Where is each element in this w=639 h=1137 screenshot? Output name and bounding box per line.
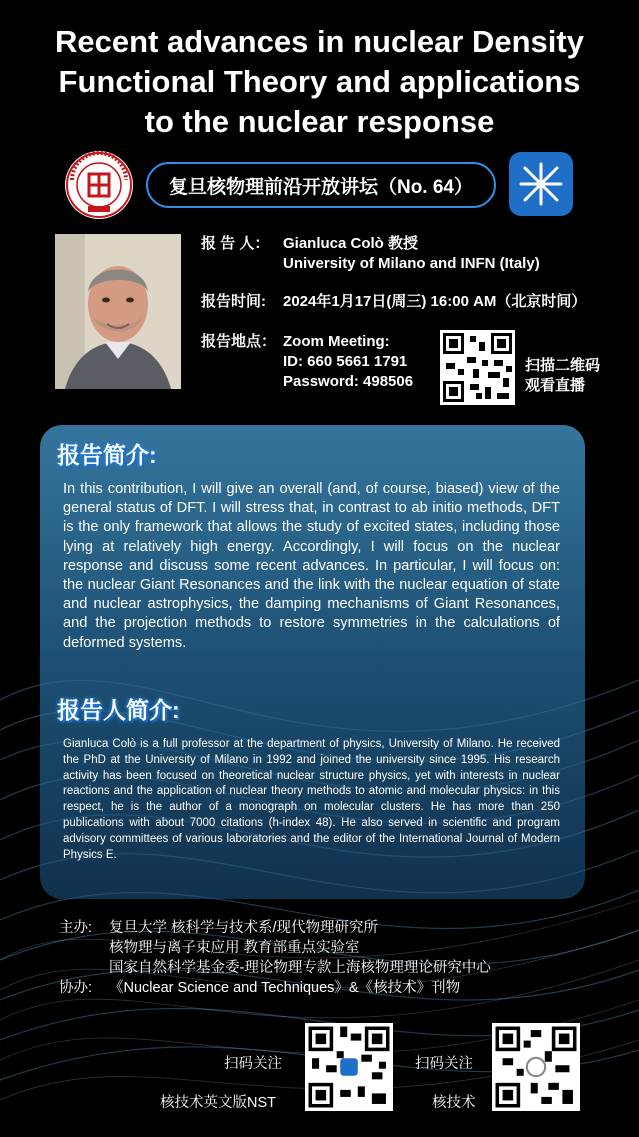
title-line-2: Functional Theory and applications — [58, 64, 581, 99]
host-1: 复旦大学 核科学与技术系/现代物理研究所 — [109, 920, 379, 936]
scan-live-line-1: 扫描二维码 — [525, 357, 601, 374]
bio-heading: 报告人简介: — [57, 697, 180, 723]
time-row — [201, 292, 586, 312]
co-organizer-1: 《Nuclear Science and Techniques》&《核技术》刊物 — [109, 980, 461, 996]
abstract-text: In this contribution, I will give an overall (and, of course, biased) view of the general status of DFT. I will stress that, in contrast to ab initio methods, DFT is the only framework that allows the study of excited states, including those lying at relatively high energy. Accordingly, I will focus on the nuclear response and discuss some recent advances. In particular, I will focus on: the nuclear Giant Resonances and the link with the nuclear equation of state and nuclear astrophysics, the damping mechanisms of Giant Resonances, and the projection methods to restore symmetries in the calculations of deformed systems. — [63, 481, 560, 651]
host-2: 核物理与离子束应用 教育部重点实验室 — [109, 940, 360, 956]
hjs-wechat-qr-code[interactable] — [492, 1023, 580, 1111]
co-organizer-row — [59, 979, 460, 998]
qr-hjs-scan-label: 扫码关注 — [415, 1056, 473, 1072]
host-3: 国家自然科学基金委-理论物理专款上海核物理理论研究中心 — [109, 960, 491, 976]
title-line-3: to the nuclear response — [144, 104, 495, 139]
speaker-affiliation: University of Milano and INFN (Italy) — [283, 255, 540, 272]
qr-nst-scan-label: 扫码关注 — [224, 1056, 282, 1072]
bio-text: Gianluca Colò is a full professor at the department of physics, University of Milano. He received the PhD at the University of Milano in 1992 and joined the university since 1995. His research activity has been focused on theoretical nuclear structure physics, yet with interests in nuclear reactions and the application of nuclear theory methods to atomic and molecular physics: in this respect, he is the author of a monograph on molecular clusters. He has more than 250 publications with about 7000 citations (h-index 48). He also served in scientific and program advisory committees of various laboratories and the editor of the International Journal of Modern Physics E. — [63, 738, 560, 861]
co-organizer-label: 协办: — [59, 980, 93, 996]
time-label: 报告时间: — [201, 293, 266, 310]
location-label: 报告地点： — [201, 333, 277, 350]
speaker-photo — [55, 234, 181, 389]
host-row-3 — [59, 959, 491, 978]
speaker-row — [201, 234, 540, 274]
abstract-heading: 报告简介: — [57, 442, 157, 468]
talk-title — [0, 22, 639, 142]
qr-nst-name: 核技术英文版NST — [160, 1095, 276, 1111]
nst-journal-logo — [507, 150, 575, 218]
scan-to-watch-label — [525, 356, 600, 396]
nst-wechat-qr-code[interactable] — [305, 1023, 393, 1111]
host-row-1 — [59, 919, 378, 938]
zoom-password: Password: 498506 — [283, 373, 414, 390]
location-line-1: Zoom Meeting: — [283, 333, 390, 350]
zoom-meeting-id: ID: 660 5661 1791 — [283, 353, 408, 370]
time-value: 2024年1月17日(周三) 16:00 AM（北京时间） — [283, 293, 587, 310]
lecture-series-banner — [146, 162, 496, 208]
title-line-1: Recent advances in nuclear Density — [55, 24, 584, 59]
fudan-university-logo — [64, 150, 134, 220]
scan-live-line-2: 观看直播 — [525, 377, 586, 394]
speaker-name: Gianluca Colò 教授 — [283, 235, 419, 252]
qr-hjs-name: 核技术 — [432, 1095, 476, 1111]
speaker-label: 报 告 人： — [201, 235, 270, 252]
host-label: 主办: — [59, 920, 93, 936]
series-title: 复旦核物理前沿开放讲坛（No. 64） — [168, 176, 474, 198]
host-row-2 — [59, 939, 360, 958]
location-row — [201, 332, 413, 392]
live-stream-qr-code[interactable] — [440, 330, 515, 405]
